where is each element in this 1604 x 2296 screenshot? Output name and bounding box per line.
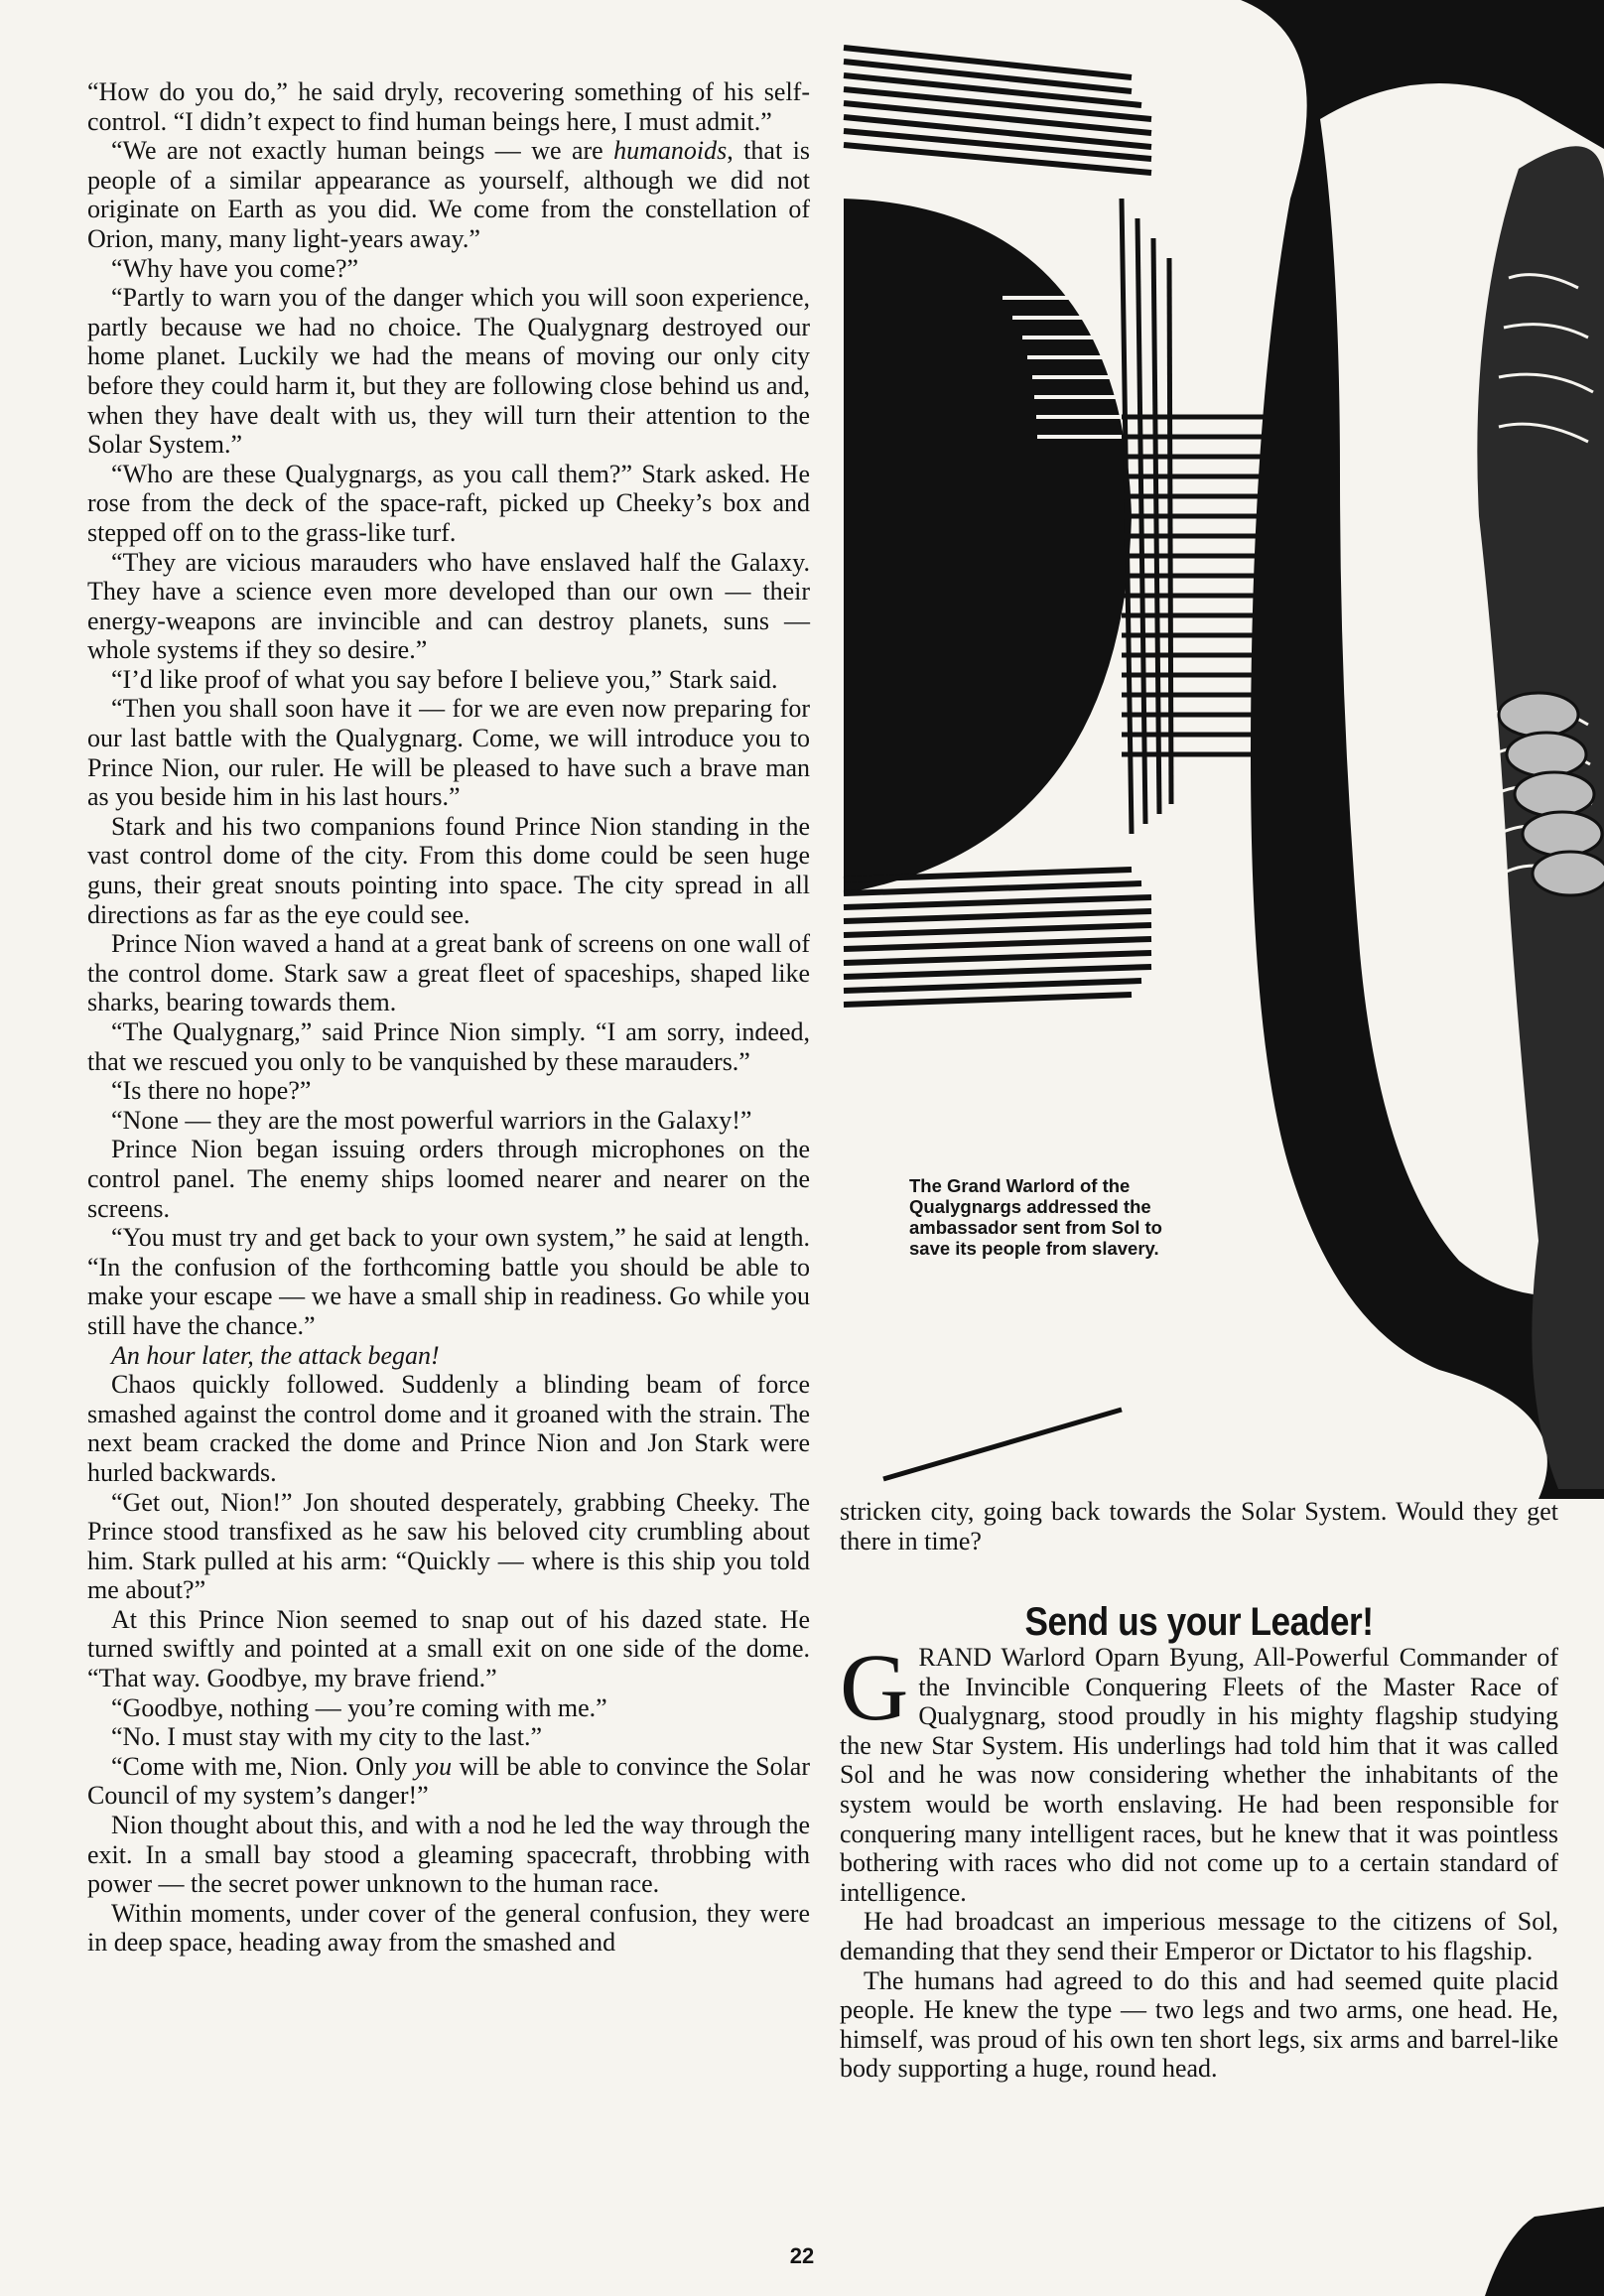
- corner-art: [1366, 2177, 1604, 2296]
- story-continuation: [840, 1497, 1558, 1555]
- diagonal-streak: [883, 1410, 1122, 1479]
- feature-paragraph: He had broadcast an imperious message to the citizens of Sol, demanding that they send their Emperor or Dictator to his flagship.: [840, 1907, 1558, 1965]
- story-paragraph: At this Prince Nion seemed to snap out of his dazed state. He turned swiftly and pointed at a small exit on one side of the dome. “That way. Goodbye, my brave friend.”: [87, 1604, 810, 1693]
- illustration-caption: The Grand Warlord of the Qualygnargs addressed the ambassador sent from Sol to save its people from slavery.: [909, 1175, 1162, 1259]
- emphasis: An hour later, the attack began!: [111, 1340, 440, 1370]
- feature-paragraph: The humans had agreed to do this and had seemed quite placid people. He knew the type — two legs and two arms, one head. He, himself, was proud of his own ten short legs, six arms and barrel-like body supporting a huge, round head.: [840, 1965, 1558, 2084]
- story-column-left: [87, 77, 810, 1958]
- story-paragraph: “We are not exactly human beings — we are humanoids, that is people of a similar appearance as yourself, although we did not originate on Earth as you did. We come from the constellation of Orion, many, many light-years away.”: [87, 136, 810, 253]
- story-paragraph: “You must try and get back to your own system,” he said at length. “In the confusion of the forthcoming battle you should be able to make your escape — we have a small ship in readiness. Go while you still have the chance.”: [87, 1223, 810, 1340]
- story-paragraph: “Come with me, Nion. Only you will be able to convince the Solar Council of my system’s danger!”: [87, 1751, 810, 1811]
- hatch-top: [844, 48, 1151, 173]
- story-paragraph: “Partly to warn you of the danger which you will soon experience, partly because we had no choice. The Qualygnarg destroyed our home planet. Luckily we had the means of moving our only city before they could harm it, but they are following close behind us and, when they have dealt with us, they will turn their attention to the Solar System.”: [87, 283, 810, 460]
- story-paragraph: “Goodbye, nothing — you’re coming with me.”: [111, 1692, 607, 1722]
- story-paragraph: “They are vicious marauders who have enslaved half the Galaxy. They have a science even more developed than our own — their energy-weapons are invincible and can destroy planets, suns — whole systems if they so desire.”: [87, 547, 810, 665]
- story-paragraph-italic: [87, 1341, 810, 1371]
- story-paragraph: “Who are these Qualygnargs, as you call them?” Stark asked. He rose from the deck of the space-raft, picked up Cheeky’s box and stepped off on to the grass-like turf.: [87, 459, 810, 547]
- feature-paragraph: [840, 1634, 1558, 1907]
- story-paragraph: “None — they are the most powerful warriors in the Galaxy!”: [111, 1105, 752, 1135]
- story-paragraph: Prince Nion waved a hand at a great bank of screens on one wall of the control dome. Stark saw a great fleet of spaceships, shaped like sharks, bearing towards them.: [87, 929, 810, 1017]
- drop-cap: G: [840, 1634, 909, 1740]
- emphasis: you: [414, 1751, 453, 1781]
- story-paragraph: “Why have you come?”: [111, 253, 359, 283]
- story-paragraph: “Is there no hope?”: [111, 1076, 312, 1106]
- feature-article: [840, 1634, 1558, 2084]
- emphasis: humanoids: [613, 136, 728, 166]
- story-paragraph: “The Qualygnarg,” said Prince Nion simply. “I am sorry, indeed, that we rescued you only to be vanquished by these marauders.”: [87, 1017, 810, 1076]
- story-paragraph: “Then you shall soon have it — for we are even now preparing for our last battle with the Qualygnarg. Come, we will introduce you to Prince Nion, our ruler. He will be pleased to have such a brave man as you beside him in his last hours.”: [87, 694, 810, 812]
- feature-paragraph-text: RAND Warlord Oparn Byung, All-Powerful Commander of the Invincible Conquering Fleets of the Master Race of Qualygnarg, stood proudly in his mighty flagship studying the new Star System. His underlings had told him that it was called Sol and he was now considering whether the inhabitants of the system would be worth enslaving. He had been responsible for conquering many intelligent races, but he knew that it was pointless bothering with races who did not come up to a certain standard of intelligence.: [840, 1643, 1558, 1907]
- hatch-bottom: [844, 870, 1151, 1005]
- story-paragraph: Chaos quickly followed. Suddenly a blinding beam of force smashed against the control dome and it groaned with the strain. The next beam cracked the dome and Prince Nion and Jon Stark were hurled backwards.: [87, 1370, 810, 1487]
- story-paragraph: “No. I must stay with my city to the last.”: [111, 1722, 542, 1752]
- page-number: 22: [789, 2243, 815, 2268]
- story-paragraph: Stark and his two companions found Prince Nion standing in the vast control dome of the city. From this dome could be seen huge guns, their great snouts pointing into space. The city spread in all directions as far as the eye could see.: [87, 811, 810, 929]
- story-paragraph: Nion thought about this, and with a nod he led the way through the exit. In a small bay stood a gleaming spacecraft, throbbing with power — the secret power unknown to the human race.: [87, 1811, 810, 1899]
- story-paragraph: “Get out, Nion!” Jon shouted desperately, grabbing Cheeky. The Prince stood transfixed as he saw his beloved city crumbling about him. Stark pulled at his arm: “Quickly — where is this ship you told me about?”: [87, 1487, 810, 1605]
- story-paragraph: Prince Nion began issuing orders through microphones on the control panel. The enemy ships loomed nearer and nearer on the screens.: [87, 1135, 810, 1223]
- feature-headline: Send us your Leader!: [1024, 1600, 1374, 1644]
- story-paragraph: stricken city, going back towards the Solar System. Would they get there in time?: [840, 1497, 1558, 1555]
- illustration-warlord: [824, 0, 1604, 1499]
- half-disk-shape: [844, 199, 1132, 893]
- story-paragraph: Within moments, under cover of the general confusion, they were in deep space, heading away from the smashed and: [87, 1898, 810, 1958]
- story-paragraph: “I’d like proof of what you say before I believe you,” Stark said.: [111, 664, 778, 694]
- story-paragraph: “How do you do,” he said dryly, recovering something of his self-control. “I didn’t expect to find human beings here, I must admit.”: [87, 77, 810, 136]
